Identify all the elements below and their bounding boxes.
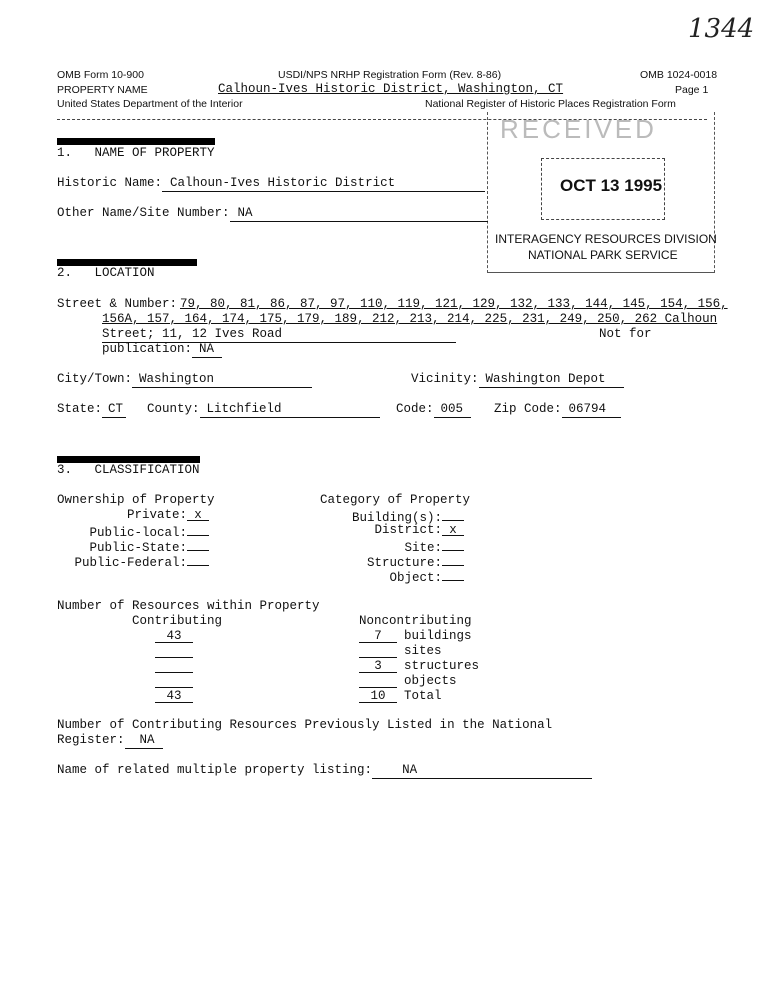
contrib-structures: [155, 659, 193, 673]
state-row: [57, 402, 126, 418]
noncontrib-objects: [359, 674, 397, 688]
code-value: 005: [434, 402, 471, 418]
historic-name-label: Historic Name:: [57, 176, 163, 190]
ownership-public-state-value: [187, 538, 209, 551]
section-3-bar: [57, 456, 200, 463]
publication-value: NA: [192, 342, 222, 358]
contrib-buildings: 43: [155, 629, 193, 643]
section-3-heading: 3. CLASSIFICATION: [57, 463, 200, 477]
category-site-label: Site:: [404, 541, 442, 555]
contrib-sites: [155, 644, 193, 658]
category-structure-label: Structure:: [366, 556, 442, 570]
county-row: [147, 402, 380, 418]
department-label: United States Department of the Interior: [57, 98, 243, 110]
historic-name-row: [57, 176, 485, 192]
handwritten-page-number: 1344: [688, 14, 755, 44]
page-number: Page 1: [675, 84, 709, 96]
vicinity-label: Vicinity:: [411, 372, 479, 386]
register-value: NA: [125, 733, 163, 749]
noncontributing-label: Noncontributing: [359, 614, 472, 628]
ownership-title: Ownership of Property: [57, 493, 215, 507]
ownership-public-local-label: Public-local:: [89, 526, 187, 540]
category-building-label: Building(s):: [351, 511, 442, 525]
contributing-label: Contributing: [132, 614, 223, 628]
zip-label: Zip Code:: [494, 402, 562, 416]
ownership-public-local-value: [187, 523, 209, 536]
ownership-private-value: x: [187, 508, 209, 521]
category-object-label: Object:: [389, 571, 442, 585]
ownership-private-label: Private:: [126, 508, 187, 522]
section-1-bar: [57, 138, 215, 145]
noncontrib-structures: 3: [359, 659, 397, 673]
type-buildings: buildings: [404, 629, 472, 643]
street-label: Street & Number:: [57, 297, 178, 311]
section-1-heading: 1. NAME OF PROPERTY: [57, 146, 215, 160]
omb-number: OMB 1024-0018: [640, 69, 718, 81]
ownership-private: [57, 508, 209, 523]
type-objects: objects: [404, 674, 457, 688]
state-value: CT: [102, 402, 126, 418]
type-total: Total: [404, 689, 442, 703]
category-object-value: [442, 568, 464, 581]
register-form-label: National Register of Historic Places Registration Form: [425, 98, 676, 110]
noncontrib-total: 10: [359, 689, 397, 703]
category-site-value: [442, 538, 464, 551]
category-object: [300, 568, 464, 586]
state-label: State:: [57, 402, 103, 416]
category-district-label: District:: [374, 523, 442, 537]
city-row: [57, 372, 312, 388]
type-sites: sites: [404, 644, 442, 658]
city-value: Washington: [132, 372, 312, 388]
noncontrib-buildings: 7: [359, 629, 397, 643]
category-district-value: x: [442, 523, 464, 536]
section-2-heading: 2. LOCATION: [57, 266, 155, 280]
stamp-agency: NATIONAL PARK SERVICE: [528, 248, 678, 262]
resources-title: Number of Resources within Property: [57, 599, 320, 613]
contrib-total: 43: [155, 689, 193, 703]
code-label: Code:: [396, 402, 434, 416]
section-2-bar: [57, 259, 197, 266]
county-label: County:: [147, 402, 200, 416]
ownership-public-state-label: Public-State:: [89, 541, 187, 555]
other-name-label: Other Name/Site Number:: [57, 206, 230, 220]
ownership-public-federal-value: [187, 553, 209, 566]
historic-name-value: Calhoun-Ives Historic District: [162, 176, 485, 192]
city-label: City/Town:: [57, 372, 133, 386]
ownership-public-federal-label: Public-Federal:: [74, 556, 187, 570]
other-name-value: NA: [230, 206, 488, 222]
street-line-3: Street; 11, 12 Ives Road: [102, 327, 456, 343]
property-name-title: Calhoun-Ives Historic District, Washington, CT: [218, 82, 564, 96]
related-listing-value: NA: [372, 763, 592, 779]
omb-form-label: OMB Form 10-900: [57, 69, 144, 81]
vicinity-value: Washington Depot: [479, 372, 624, 388]
type-structures: structures: [404, 659, 480, 673]
stamp-date: OCT 13 1995: [560, 176, 663, 195]
street-line-1: 79, 80, 81, 86, 87, 97, 110, 119, 121, 129, 132, 133, 144, 145, 154, 156,: [180, 297, 728, 311]
form-title: USDI/NPS NRHP Registration Form (Rev. 8-86): [278, 69, 502, 81]
stamp-received-text: RECEIVED: [500, 114, 657, 144]
ownership-public-federal: [57, 553, 209, 571]
publication-label: publication:: [102, 342, 193, 356]
street-line-2: 156A, 157, 164, 174, 175, 179, 189, 212, 213, 214, 225, 231, 249, 250, 262 Calhoun: [102, 312, 718, 326]
vicinity-row: [411, 372, 624, 388]
category-structure-value: [442, 553, 464, 566]
register-row: [57, 733, 163, 749]
code-row: [396, 402, 471, 418]
contrib-objects: [155, 674, 193, 688]
related-listing-label: Name of related multiple property listing:: [57, 763, 373, 777]
noncontrib-sites: [359, 644, 397, 658]
category-title: Category of Property: [320, 493, 471, 507]
previously-listed-line: Number of Contributing Resources Previously Listed in the National: [57, 718, 553, 732]
other-name-row: [57, 206, 488, 222]
category-building-value: [442, 508, 464, 521]
zip-row: [494, 402, 621, 418]
publication-row: [102, 342, 222, 358]
property-name-label: PROPERTY NAME: [57, 84, 148, 96]
register-label: Register:: [57, 733, 125, 747]
related-listing-row: [57, 763, 592, 779]
not-for-label: Not for: [599, 327, 652, 341]
zip-value: 06794: [562, 402, 621, 418]
category-district: [300, 523, 464, 538]
county-value: Litchfield: [200, 402, 380, 418]
stamp-division: INTERAGENCY RESOURCES DIVISION: [495, 232, 717, 246]
